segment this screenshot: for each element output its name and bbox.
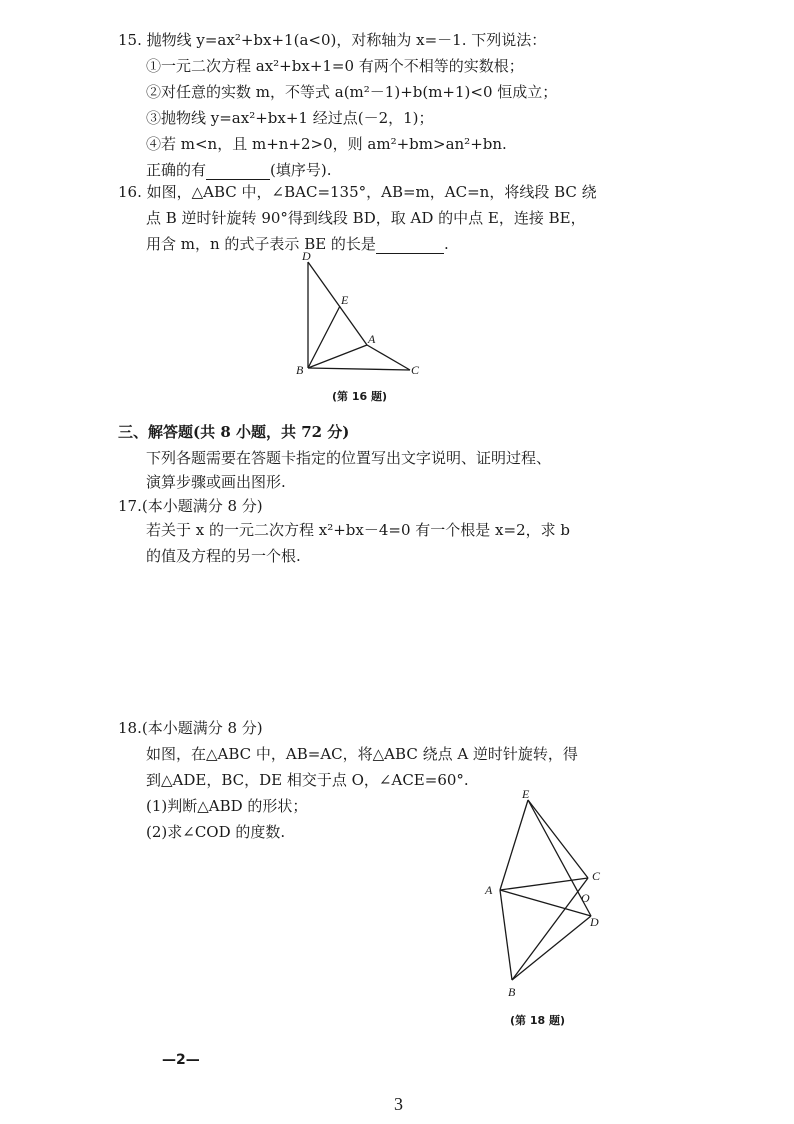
q18-line-2: 到△ADE，BC，DE 相交于点 O，∠ACE=60°. — [146, 771, 469, 789]
q16-line-2: 点 B 逆时针旋转 90°得到线段 BD，取 AD 的中点 E，连接 BE， — [146, 209, 586, 227]
q17-header: 17.(本小题满分 8 分) — [118, 497, 263, 515]
q18-part-2: (2)求∠COD 的度数. — [146, 823, 286, 841]
q15-answer-prefix: 正确的有 — [146, 161, 207, 179]
label-O: O — [581, 891, 590, 905]
segment-AC — [367, 345, 410, 370]
label-A: A — [485, 883, 493, 897]
section-3-title: 三、解答题(共 8 小题，共 72 分) — [118, 423, 350, 441]
q18-line-1: 如图，在△ABC 中，AB=AC，将△ABC 绕点 A 逆时针旋转，得 — [146, 745, 578, 763]
segment-AD — [500, 890, 591, 916]
figure-18-caption: (第 18 题) — [510, 1014, 566, 1027]
q18-part-1: (1)判断△ABD 的形状； — [146, 797, 308, 815]
label-B: B — [296, 363, 304, 377]
q16-answer-suffix: . — [443, 235, 449, 253]
page-number: 3 — [394, 1094, 403, 1114]
section-3-instructions-1: 下列各题需要在答题卡指定的位置写出文字说明、证明过程、 — [146, 449, 552, 467]
q15-statement-3: ③抛物线 y=ax²+bx+1 经过点(－2，1)； — [146, 109, 434, 127]
q18-header: 18.(本小题满分 8 分) — [118, 719, 263, 737]
label-D: D — [302, 249, 311, 263]
q15-answer-suffix: (填序号). — [270, 161, 332, 179]
q15-answer-blank[interactable] — [206, 163, 270, 180]
page-marker: —2— — [162, 1052, 200, 1068]
segment-AC — [500, 878, 588, 890]
segment-AE — [500, 800, 528, 890]
label-C: C — [411, 363, 420, 377]
q15-statement-2: ②对任意的实数 m，不等式 a(m²－1)+b(m+1)<0 恒成立； — [146, 83, 558, 101]
segment-EC — [528, 800, 588, 878]
segment-BC — [512, 878, 588, 980]
q17-line-1: 若关于 x 的一元二次方程 x²+bx－4=0 有一个根是 x=2，求 b — [146, 521, 571, 539]
label-E: E — [341, 293, 349, 307]
label-A: A — [368, 332, 376, 346]
figure-18 — [478, 786, 618, 1000]
label-C: C — [592, 869, 601, 883]
figure-16-caption: (第 16 题) — [332, 390, 388, 403]
segment-AB — [500, 890, 512, 980]
segment-BD — [512, 916, 591, 980]
segment-DA — [308, 262, 367, 345]
q15-answer-line — [146, 160, 332, 180]
q17-line-2: 的值及方程的另一个根. — [146, 547, 301, 565]
figure-16 — [290, 248, 430, 378]
label-D: D — [590, 915, 599, 929]
section-3-instructions-2: 演算步骤或画出图形. — [146, 473, 286, 491]
q16-line-1: 16. 如图，△ABC 中，∠BAC=135°，AB=m，AC=n，将线段 BC 绕 — [118, 183, 597, 201]
q15-statement-4: ④若 m<n，且 m+n+2>0，则 am²+bm>an²+bn. — [146, 135, 507, 153]
label-B: B — [508, 985, 516, 999]
label-E: E — [522, 787, 530, 801]
segment-BE — [308, 306, 340, 368]
segment-BC — [308, 368, 410, 370]
q15-stem: 15. 抛物线 y=ax²+bx+1(a<0)，对称轴为 x=－1. 下列说法： — [118, 31, 547, 49]
segment-BA — [308, 345, 367, 368]
q15-statement-1: ①一元二次方程 ax²+bx+1=0 有两个不相等的实数根； — [146, 57, 524, 75]
q16-answer-prefix: 用含 m，n 的式子表示 BE 的长是 — [146, 235, 376, 253]
